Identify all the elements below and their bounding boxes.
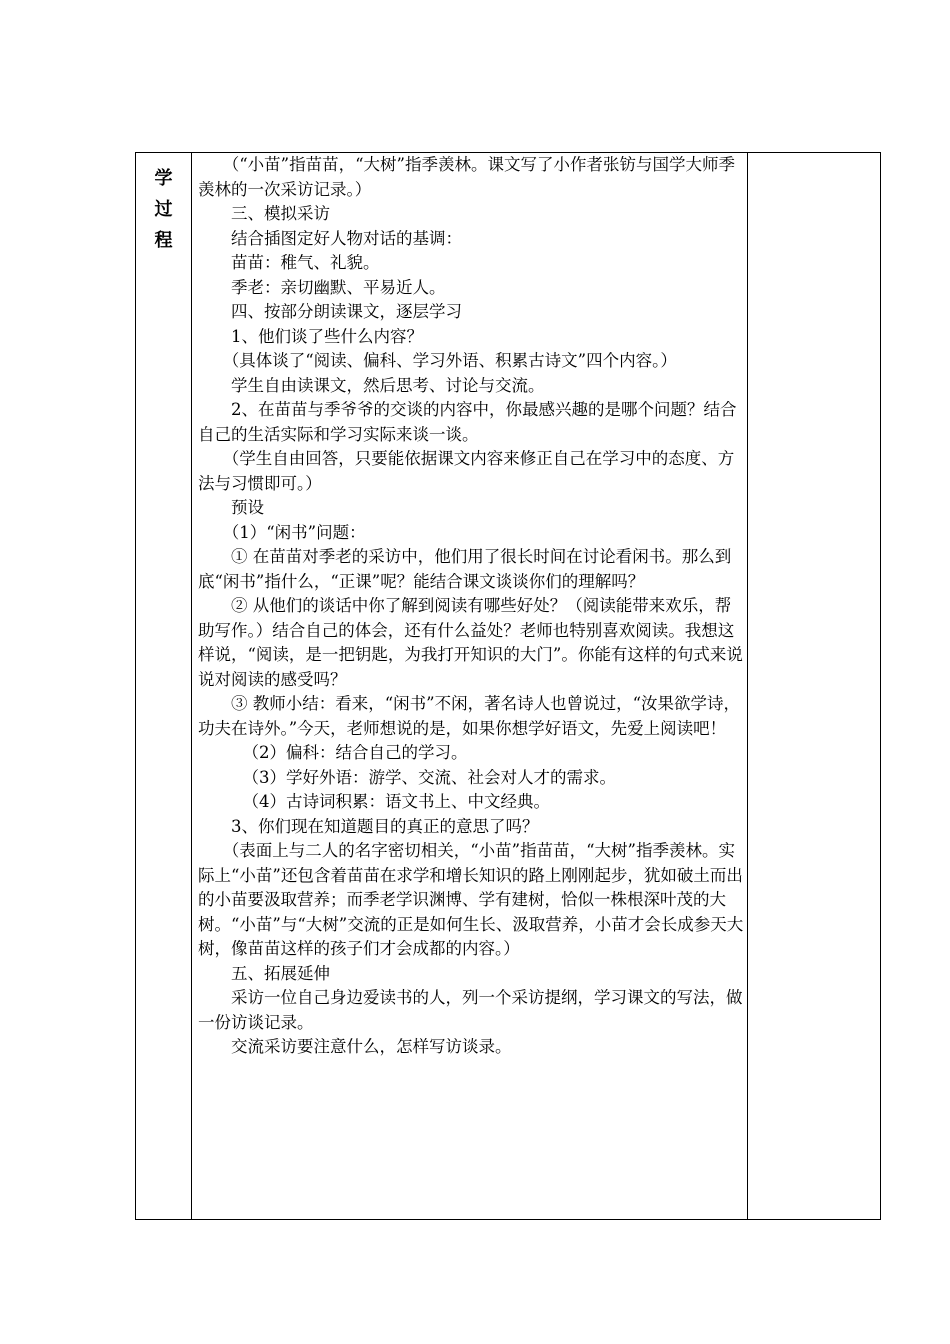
paragraph: ① 在苗苗对季老的采访中，他们用了很长时间在讨论看闲书。那么到底“闲书”指什么，“正课”呢？能结合课文谈谈你们的理解吗？: [198, 547, 732, 591]
column-divider-left: [191, 153, 192, 1219]
section-label: [136, 163, 191, 256]
paragraph: 2、在苗苗与季爷爷的交谈的内容中，你最感兴趣的是哪个问题？结合自己的生活实际和学习实际来谈一谈。: [198, 400, 737, 444]
paragraph: （2）偏科：结合自己的学习。: [242, 743, 468, 762]
paragraph: 1、他们谈了些什么内容？: [231, 326, 423, 346]
column-divider-right: [747, 153, 748, 1219]
lesson-table: [135, 152, 881, 1220]
section-label-char: 过: [154, 199, 173, 220]
paragraph: 季老：亲切幽默、平易近人。: [231, 277, 446, 297]
paragraph: （4）古诗词积累：语文书上、中文经典。: [242, 792, 551, 811]
paragraph: 预设: [231, 498, 264, 517]
paragraph: （3）学好外语：游学、交流、社会对人才的需求。: [242, 767, 617, 787]
paragraph: 四、按部分朗读课文，逐层学习: [231, 302, 462, 321]
paragraph: （“小苗”指苗苗，“大树”指季羡林。课文写了小作者张钫与国学大师季羡林的一次采访记录。）: [198, 155, 735, 199]
paragraph: 结合插图定好人物对话的基调：: [231, 228, 462, 248]
paragraph: 三、模拟采访: [231, 204, 330, 223]
paragraph: 交流采访要注意什么，怎样写访谈录。: [231, 1037, 512, 1056]
paragraph: （表面上与二人的名字密切相关，“小苗”指苗苗，“大树”指季羡林。实际上“小苗”还包含着苗苗在求学和增长知识的路上刚刚起步，犹如破土而出的小苗要汲取营养；而季老学识渊博、学有建树，恰似一株根深叶茂的大树。“小苗”与“大树”交流的正是如何生长、汲取营养，小苗才会长成参天大树，像苗苗这样的孩子们才会成都的内容。）: [198, 841, 744, 958]
paragraph: 采访一位自己身边爱读书的人，列一个采访提纲，学习课文的写法，做一份访谈记录。: [198, 988, 743, 1032]
lesson-content: [198, 153, 744, 1060]
paragraph: （具体谈了“阅读、偏科、学习外语、积累古诗文”四个内容。）: [222, 351, 677, 370]
paragraph: 五、拓展延伸: [231, 963, 330, 983]
paragraph: ② 从他们的谈话中你了解到阅读有哪些好处？（阅读能带来欢乐，帮助写作。）结合自己的体会，还有什么益处？老师也特别喜欢阅读。我想这样说，“阅读，是一把钥匙，为我打开知识的大门”。你能有这样的句式来说说对阅读的感受吗？: [198, 596, 743, 689]
paragraph: （学生自由回答，只要能依据课文内容来修正自己在学习中的态度、方法与习惯即可。）: [198, 449, 735, 493]
paragraph: 3、你们现在知道题目的真正的意思了吗？: [231, 816, 539, 836]
paragraph: ③ 教师小结：看来，“闲书”不闲，著名诗人也曾说过，“汝果欲学诗，功夫在诗外。”今天，老师想说的是，如果你想学好语文，先爱上阅读吧！: [198, 694, 741, 738]
paragraph: （1）“闲书”问题：: [222, 522, 366, 542]
paragraph: 学生自由读课文，然后思考、讨论与交流。: [231, 375, 545, 395]
section-label-char: 学: [154, 168, 173, 189]
section-label-char: 程: [154, 230, 173, 251]
paragraph: 苗苗：稚气、礼貌。: [231, 253, 380, 272]
